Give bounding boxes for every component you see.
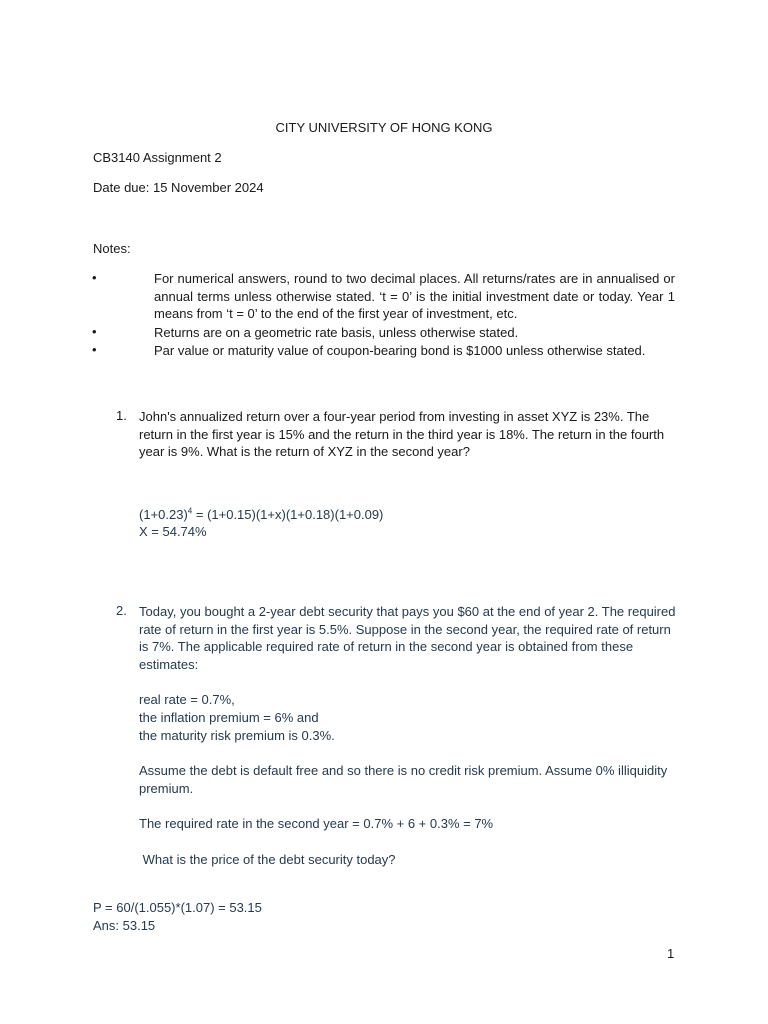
question-2-answer: Ans: 53.15 bbox=[93, 918, 156, 933]
question-2-calculation: P = 60/(1.055)*(1.07) = 53.15 bbox=[93, 900, 262, 915]
page-number: 1 bbox=[667, 946, 675, 961]
bullet-icon: • bbox=[92, 270, 97, 285]
question-2-text: Today, you bought a 2-year debt security that pays you $60 at the end of year 2. The required rate of return in the first year is 5.5%. Suppose in the second year, the required rate of return is 7%. The applicable required rate of return in the second year is obtained from these estimates: bbox=[139, 604, 676, 672]
note-item: Returns are on a geometric rate basis, unless otherwise stated. bbox=[154, 325, 519, 340]
question-number: 2. bbox=[116, 603, 127, 618]
question-number: 1. bbox=[116, 408, 127, 423]
question-2-assumption: Assume the debt is default free and so there is no credit risk premium. Assume 0% illiquidity premium. bbox=[139, 763, 668, 796]
estimate-line: the inflation premium = 6% and bbox=[139, 710, 319, 725]
bullet-icon: • bbox=[92, 324, 97, 339]
note-item: Par value or maturity value of coupon-bearing bond is $1000 unless otherwise stated. bbox=[154, 343, 646, 358]
estimate-line: the maturity risk premium is 0.3%. bbox=[139, 728, 335, 743]
required-rate-line: The required rate in the second year = 0.7% + 6 + 0.3% = 7% bbox=[139, 816, 494, 831]
university-title: CITY UNIVERSITY OF HONG KONG bbox=[275, 120, 493, 135]
question-1-text: John's annualized return over a four-year period from investing in asset XYZ is 23%. The return in the first year is 15% and the return in the third year is 18%. The return in the fourth year is 9%. What is the return of XYZ in the second year? bbox=[139, 409, 665, 459]
note-item: For numerical answers, round to two decimal places. All returns/rates are in annualised or annual terms unless otherwise stated. ‘t = 0’ is the initial investment date or today. Year 1 means from ‘t = 0’ to the end of the first year of investment, etc. bbox=[154, 271, 675, 321]
equation-rhs: = (1+0.15)(1+x)(1+0.18)(1+0.09) bbox=[192, 507, 384, 522]
notes-label: Notes: bbox=[93, 241, 131, 256]
course-title: CB3140 Assignment 2 bbox=[93, 150, 222, 165]
estimate-line: real rate = 0.7%, bbox=[139, 692, 235, 707]
question-1-answer: X = 54.74% bbox=[139, 524, 207, 539]
equation-lhs: (1+0.23) bbox=[139, 507, 188, 522]
due-date: Date due: 15 November 2024 bbox=[93, 180, 264, 195]
question-1-equation bbox=[139, 506, 383, 524]
equation-exponent: 4 bbox=[187, 506, 193, 516]
question-2-question: What is the price of the debt security today? bbox=[139, 852, 396, 867]
bullet-icon: • bbox=[92, 342, 97, 357]
